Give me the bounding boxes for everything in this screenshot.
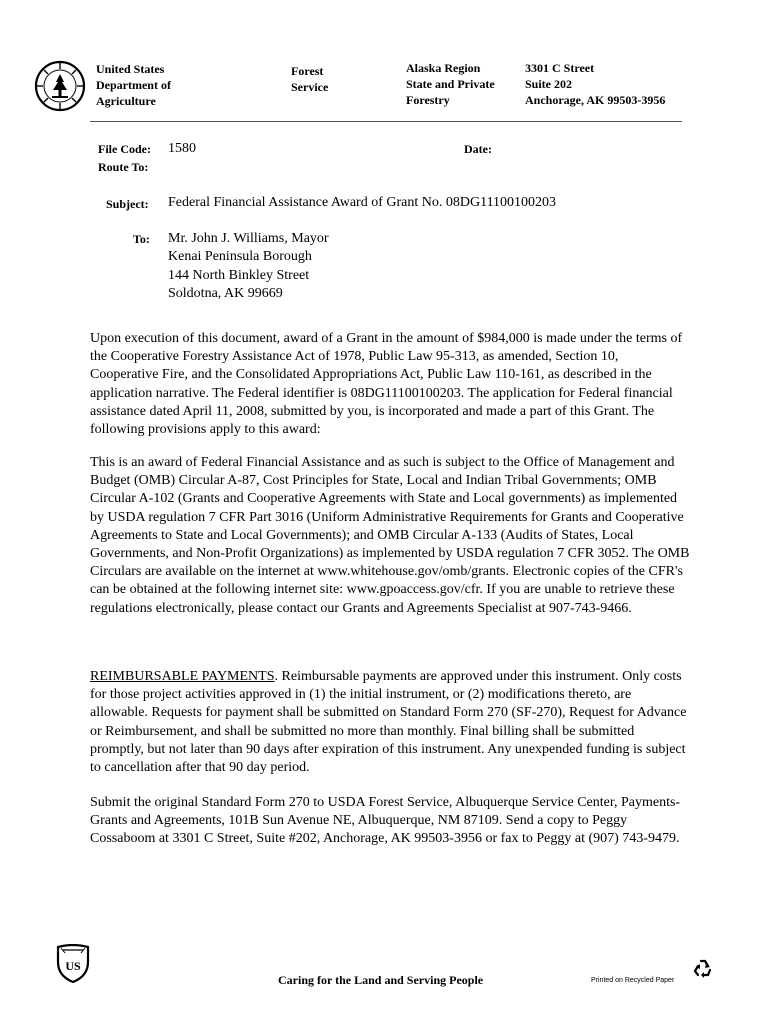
paragraph-reimbursable-payments — [90, 668, 690, 777]
recipient-address — [168, 230, 329, 304]
date-label: Date: — [464, 142, 492, 156]
agency-line: Service — [291, 80, 329, 94]
reimbursable-payments-text: . Reimbursable payments are approved under this instrument. Only costs for those project activities approved in (1) the initial instrument, or (2) modifications thereto, are allowable. Requests for payment shall be submitted on Standard Form 270 (SF-270), Request for Advance or Reimbursement, and shall be submitted no more than monthly. Final billing shall be submitted promptly, but not later than 90 days after expiration of this instrument. Any unexpended funding is subject to cancellation after that 90 day period. — [90, 669, 687, 776]
dept-line: Department of — [96, 78, 171, 92]
recipient-line: Mr. John J. Williams, Mayor — [168, 231, 329, 246]
paragraph-submit: Submit the original Standard Form 270 to USDA Forest Service, Albuquerque Service Center, Payments-Grants and Agreements, 101B Sun Avenue NE, Albuquerque, NM 87109. Send a copy to Peggy Cossaboom at 3301 C Street, Suite #202, Anchorage, AK 99503-3956 or fax to Peggy at (907) 743-9479. — [90, 795, 681, 847]
dept-line: United States — [96, 62, 165, 76]
recipient-line: Kenai Peninsula Borough — [168, 249, 312, 265]
region-line: Forestry — [406, 93, 450, 107]
recipient-line: 144 North Binkley Street — [168, 267, 310, 283]
dept-line: Agriculture — [96, 94, 156, 108]
recycle-icon — [692, 958, 714, 980]
file-code-value: 1580 — [168, 141, 196, 156]
footer-motto: Caring for the Land and Serving People — [278, 973, 484, 987]
subject-label: Subject: — [106, 197, 149, 211]
route-to-label: Route To: — [98, 160, 149, 174]
file-code-label: File Code: — [98, 142, 151, 156]
agency-line: Forest — [291, 64, 324, 78]
address-line: Suite 202 — [525, 77, 573, 91]
subject-text: Federal Financial Assistance Award of Grant No. 08DG11100100203 — [168, 195, 557, 210]
address-line: 3301 C Street — [525, 61, 595, 75]
recycled-paper-note: Printed on Recycled Paper — [591, 977, 675, 984]
region-line: State and Private — [406, 77, 495, 91]
to-label: To: — [133, 232, 150, 246]
paragraph-award: Upon execution of this document, award of a Grant in the amount of $984,000 is made under the terms of the Cooperative Forestry Assistance Act of 1978, Public Law 95-313, as amended, Section 10, Cooperative Fire, and the Consolidated Appropriations Act, Public Law 110-161, as described in the application narrative. The Federal identifier is 08DG11100100203. The application for Federal financial assistance dated April 11, 2008, submitted by you, is incorporated and made a part of this Grant. The following provisions apply to this award: — [90, 331, 683, 438]
dept-block — [96, 61, 171, 109]
recipient-line: Soldotna, AK 99669 — [168, 286, 283, 302]
region-block — [406, 60, 495, 108]
usda-seal-icon — [34, 60, 86, 112]
agency-block — [291, 63, 328, 95]
address-line: Anchorage, AK 99503-3956 — [525, 93, 666, 107]
forest-service-shield-icon — [56, 944, 90, 984]
reimbursable-payments-heading: REIMBURSABLE PAYMENTS — [90, 669, 275, 684]
paragraph-regulations: This is an award of Federal Financial Assistance and as such is subject to the Office of Management and Budget (OMB) Circular A-87, Cost Principles for State, Local and Indian Tribal Governments; OMB Circular A-102 (Grants and Cooperative Agreements with State and Local governments) as implemented by USDA regulation 7 CFR Part 3016 (Uniform Administrative Requirements for Grants and Cooperative Agreements to State and Local Governments); and OMB Circular A-133 (Audits of States, Local Governments, and Non-Profit Organizations) as implemented by USDA regulation 7 CFR 3052. The OMB Circulars are available on the internet at www.whitehouse.gov/omb/grants. Electronic copies of the CFR's can be obtained at the following internet site: www.gpoaccess.gov/cfr. If you are unable to retrieve these regulations electronically, please contact our Grants and Agreements Specialist at 907-743-9466. — [90, 455, 690, 616]
header-divider — [90, 121, 682, 122]
shield-letters: US — [65, 959, 81, 973]
address-block — [525, 60, 665, 108]
region-line: Alaska Region — [406, 61, 481, 75]
